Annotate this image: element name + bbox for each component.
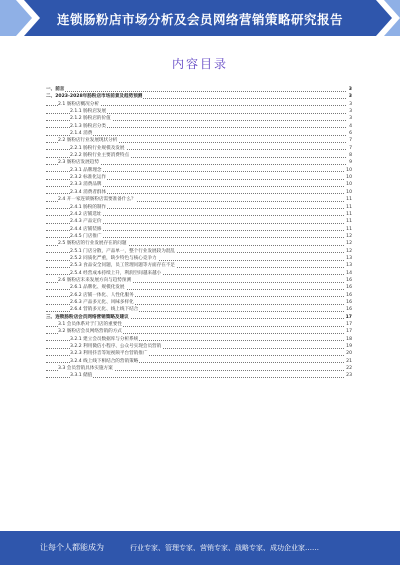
table-of-contents	[46, 86, 352, 380]
toc-entry[interactable]	[46, 123, 352, 130]
toc-entry[interactable]	[46, 130, 352, 137]
toc-entry[interactable]	[46, 336, 352, 343]
toc-entry-page: 21	[346, 358, 352, 364]
toc-entry-page: 23	[346, 373, 352, 379]
toc-entry-page: 8	[349, 153, 352, 159]
toc-entry-label: 2.4.5 门店推广	[70, 233, 102, 239]
toc-entry[interactable]	[46, 240, 352, 247]
toc-entry-page: 6	[349, 131, 352, 137]
toc-entry-page: 20	[346, 351, 352, 357]
footer-slogan: 让每个人都能成为	[40, 543, 104, 552]
toc-entry[interactable]	[46, 277, 352, 284]
toc-entry[interactable]	[46, 159, 352, 166]
toc-entry-page: 7	[349, 145, 352, 151]
toc-entry[interactable]	[46, 306, 352, 313]
toc-entry-label: 2.6.3 产品多元化、风味多样化	[70, 299, 134, 305]
toc-entry[interactable]	[46, 358, 352, 365]
toc-entry-label: 3.2.2 利用微信小程序、公众号实现会员营销	[70, 344, 162, 350]
toc-entry-label: 2.2 肠粉店行业发展现状分析	[58, 138, 118, 144]
toc-entry-page: 10	[346, 175, 352, 181]
toc-entry[interactable]	[46, 137, 352, 144]
footer-banner	[0, 531, 400, 565]
toc-entry-label: 2.5.3 食品安全问题，员工管理问题等方面存在不足	[70, 263, 176, 269]
toc-entry[interactable]	[46, 292, 352, 299]
toc-entry[interactable]	[46, 86, 352, 93]
toc-entry-page: 3	[349, 101, 352, 107]
toc-entry[interactable]	[46, 211, 352, 218]
toc-entry-label: 2.6.2 店铺一体化、人性化服务	[70, 292, 134, 298]
toc-entry-page: 13	[346, 263, 352, 269]
toc-entry-label: 2.5.2 同质化严重，缺少特色与核心竞争力	[70, 255, 157, 261]
toc-entry-label: 3.2.1 建立会员数据库与分析系统	[70, 336, 139, 342]
toc-entry[interactable]	[46, 255, 352, 262]
toc-entry-label: 2.3.1 品牌理念	[70, 167, 102, 173]
toc-entry[interactable]	[46, 189, 352, 196]
toc-entry-label: 3.2.3 利用抖音等短视频平台营销推广	[70, 351, 148, 357]
toc-entry-page: 11	[346, 204, 352, 210]
toc-entry-label: 2.3.4 消费者群体	[70, 189, 107, 195]
toc-entry-page: 14	[346, 270, 352, 276]
footer-roles: 行业专家、管理专家、营销专家、战略专家、成功企业家……	[130, 544, 319, 552]
toc-entry[interactable]	[46, 218, 352, 225]
toc-entry-label: 2.1.2 肠粉店的价值	[70, 116, 111, 122]
toc-entry-label: 2.6.1 品牌化、规模化发展	[70, 285, 125, 291]
toc-entry-label: 2.4.1 肠粉的制作	[70, 204, 107, 210]
toc-entry-label: 2.1.3 肠粉店分类	[70, 123, 107, 129]
toc-entry-label: 2.2.1 肠粉行业规模及发展	[70, 145, 125, 151]
toc-entry-label: 2.4.4 店铺装修	[70, 226, 102, 232]
toc-entry-page: 10	[346, 182, 352, 188]
toc-entry-page: 17	[345, 314, 352, 320]
toc-entry[interactable]	[46, 372, 352, 379]
toc-entry[interactable]	[46, 145, 352, 152]
toc-entry[interactable]	[46, 248, 352, 255]
toc-entry-page: 11	[346, 211, 352, 217]
toc-entry-page: 3	[348, 87, 352, 92]
toc-entry-label: 二、2023-2028年肠粉店市场前景及趋势预测	[46, 94, 143, 100]
toc-entry-label: 2.3 肠粉店发展趋势	[58, 160, 99, 166]
toc-entry[interactable]	[46, 226, 352, 233]
toc-entry-page: 16	[346, 307, 352, 313]
toc-entry-page: 16	[346, 292, 352, 298]
toc-entry-page: 11	[346, 226, 352, 232]
toc-entry-label: 2.2.2 肠粉行业主要消费特点	[70, 153, 130, 159]
toc-entry[interactable]	[46, 321, 352, 328]
toc-entry[interactable]	[46, 174, 352, 181]
toc-entry[interactable]	[46, 343, 352, 350]
toc-entry[interactable]	[46, 299, 352, 306]
toc-entry-page: 13	[346, 255, 352, 261]
report-title: 连锁肠粉店市场分析及会员网络营销策略研究报告	[56, 12, 343, 27]
toc-entry-page: 11	[346, 219, 352, 225]
toc-entry[interactable]	[46, 152, 352, 159]
toc-entry[interactable]	[46, 196, 352, 203]
toc-entry-page: 3	[348, 94, 352, 100]
toc-entry-label: 2.3.2 标准化运作	[70, 175, 107, 181]
toc-entry-page: 9	[349, 160, 352, 166]
toc-entry-page: 4	[349, 123, 352, 129]
toc-entry[interactable]	[46, 284, 352, 291]
dot-leader	[46, 91, 346, 92]
toc-entry[interactable]	[46, 314, 352, 321]
toc-entry-page: 19	[346, 344, 352, 350]
toc-entry-page: 17	[346, 329, 352, 335]
toc-entry-label: 2.6.4 营销多元化、线上线下结合	[70, 307, 139, 313]
toc-entry-page: 22	[346, 366, 352, 372]
toc-entry-label: 三、连锁肠粉店会员网络营销策略及建议	[46, 314, 129, 320]
toc-entry-page: 16	[346, 299, 352, 305]
toc-entry[interactable]	[46, 270, 352, 277]
toc-entry-page: 3	[349, 109, 352, 115]
toc-entry-label: 3.1 会员体系对于门店的重要性	[58, 322, 122, 327]
toc-entry-label: 3.3 会员营销具体实施方案	[58, 366, 113, 372]
toc-entry[interactable]	[46, 93, 352, 100]
header-banner	[0, 0, 400, 36]
toc-entry-label: 2.4 开一家连锁肠粉店需要准备什么？	[58, 197, 136, 203]
toc-entry-label: 3.2.4 线上线下相结合的营销策略	[70, 358, 139, 364]
toc-entry-label: 一、前言	[46, 87, 65, 92]
toc-entry-page: 16	[346, 285, 352, 291]
toc-entry[interactable]	[46, 181, 352, 188]
toc-entry-page: 11	[346, 197, 352, 203]
toc-entry-page: 12	[346, 241, 352, 247]
toc-heading: 内容目录	[171, 57, 228, 71]
toc-entry-page: 3	[349, 116, 352, 122]
toc-entry-label: 2.5.1 门店分散，产品单一，整个行业发展较为混乱	[70, 248, 176, 254]
toc-entry-page: 12	[346, 233, 352, 239]
toc-entry-label: 2.4.2 店铺选址	[70, 211, 102, 217]
toc-entry-page: 10	[346, 167, 352, 173]
toc-entry[interactable]	[46, 167, 352, 174]
toc-entry-label: 2.1 肠粉店概况分析	[58, 101, 99, 107]
toc-entry-label: 2.3.3 消费品牌	[70, 182, 102, 188]
toc-entry-page: 18	[346, 336, 352, 342]
toc-entry[interactable]	[46, 101, 352, 108]
toc-entry-label: 3.3.1 储值	[70, 373, 93, 379]
toc-entry-label: 2.1.1 肠粉店发展	[70, 109, 107, 115]
toc-entry-label: 3.2 肠粉店会员网络营销的方式	[58, 329, 122, 335]
toc-entry-label: 2.5 肠粉店的行业发展存在的问题	[58, 241, 127, 247]
toc-entry-page: 17	[346, 322, 352, 327]
toc-entry[interactable]	[46, 233, 352, 240]
toc-entry[interactable]	[46, 204, 352, 211]
toc-entry-label: 2.5.4 经营成本持续上升，利润空间越来越小	[70, 270, 162, 276]
toc-entry[interactable]	[46, 350, 352, 357]
toc-entry[interactable]	[46, 365, 352, 372]
toc-entry-page: 16	[346, 277, 352, 283]
toc-entry-page: 10	[346, 189, 352, 195]
toc-entry-label: 2.6 肠粉店未来发展方向与趋势预测	[58, 277, 132, 283]
toc-entry[interactable]	[46, 328, 352, 335]
toc-entry-label: 2.4.3 产品定价	[70, 219, 102, 225]
toc-entry-page: 7	[349, 138, 352, 144]
toc-entry-label: 2.1.4 消费	[70, 131, 93, 137]
toc-entry-page: 12	[346, 248, 352, 254]
toc-entry[interactable]	[46, 262, 352, 269]
toc-entry[interactable]	[46, 108, 352, 115]
toc-entry[interactable]	[46, 115, 352, 122]
